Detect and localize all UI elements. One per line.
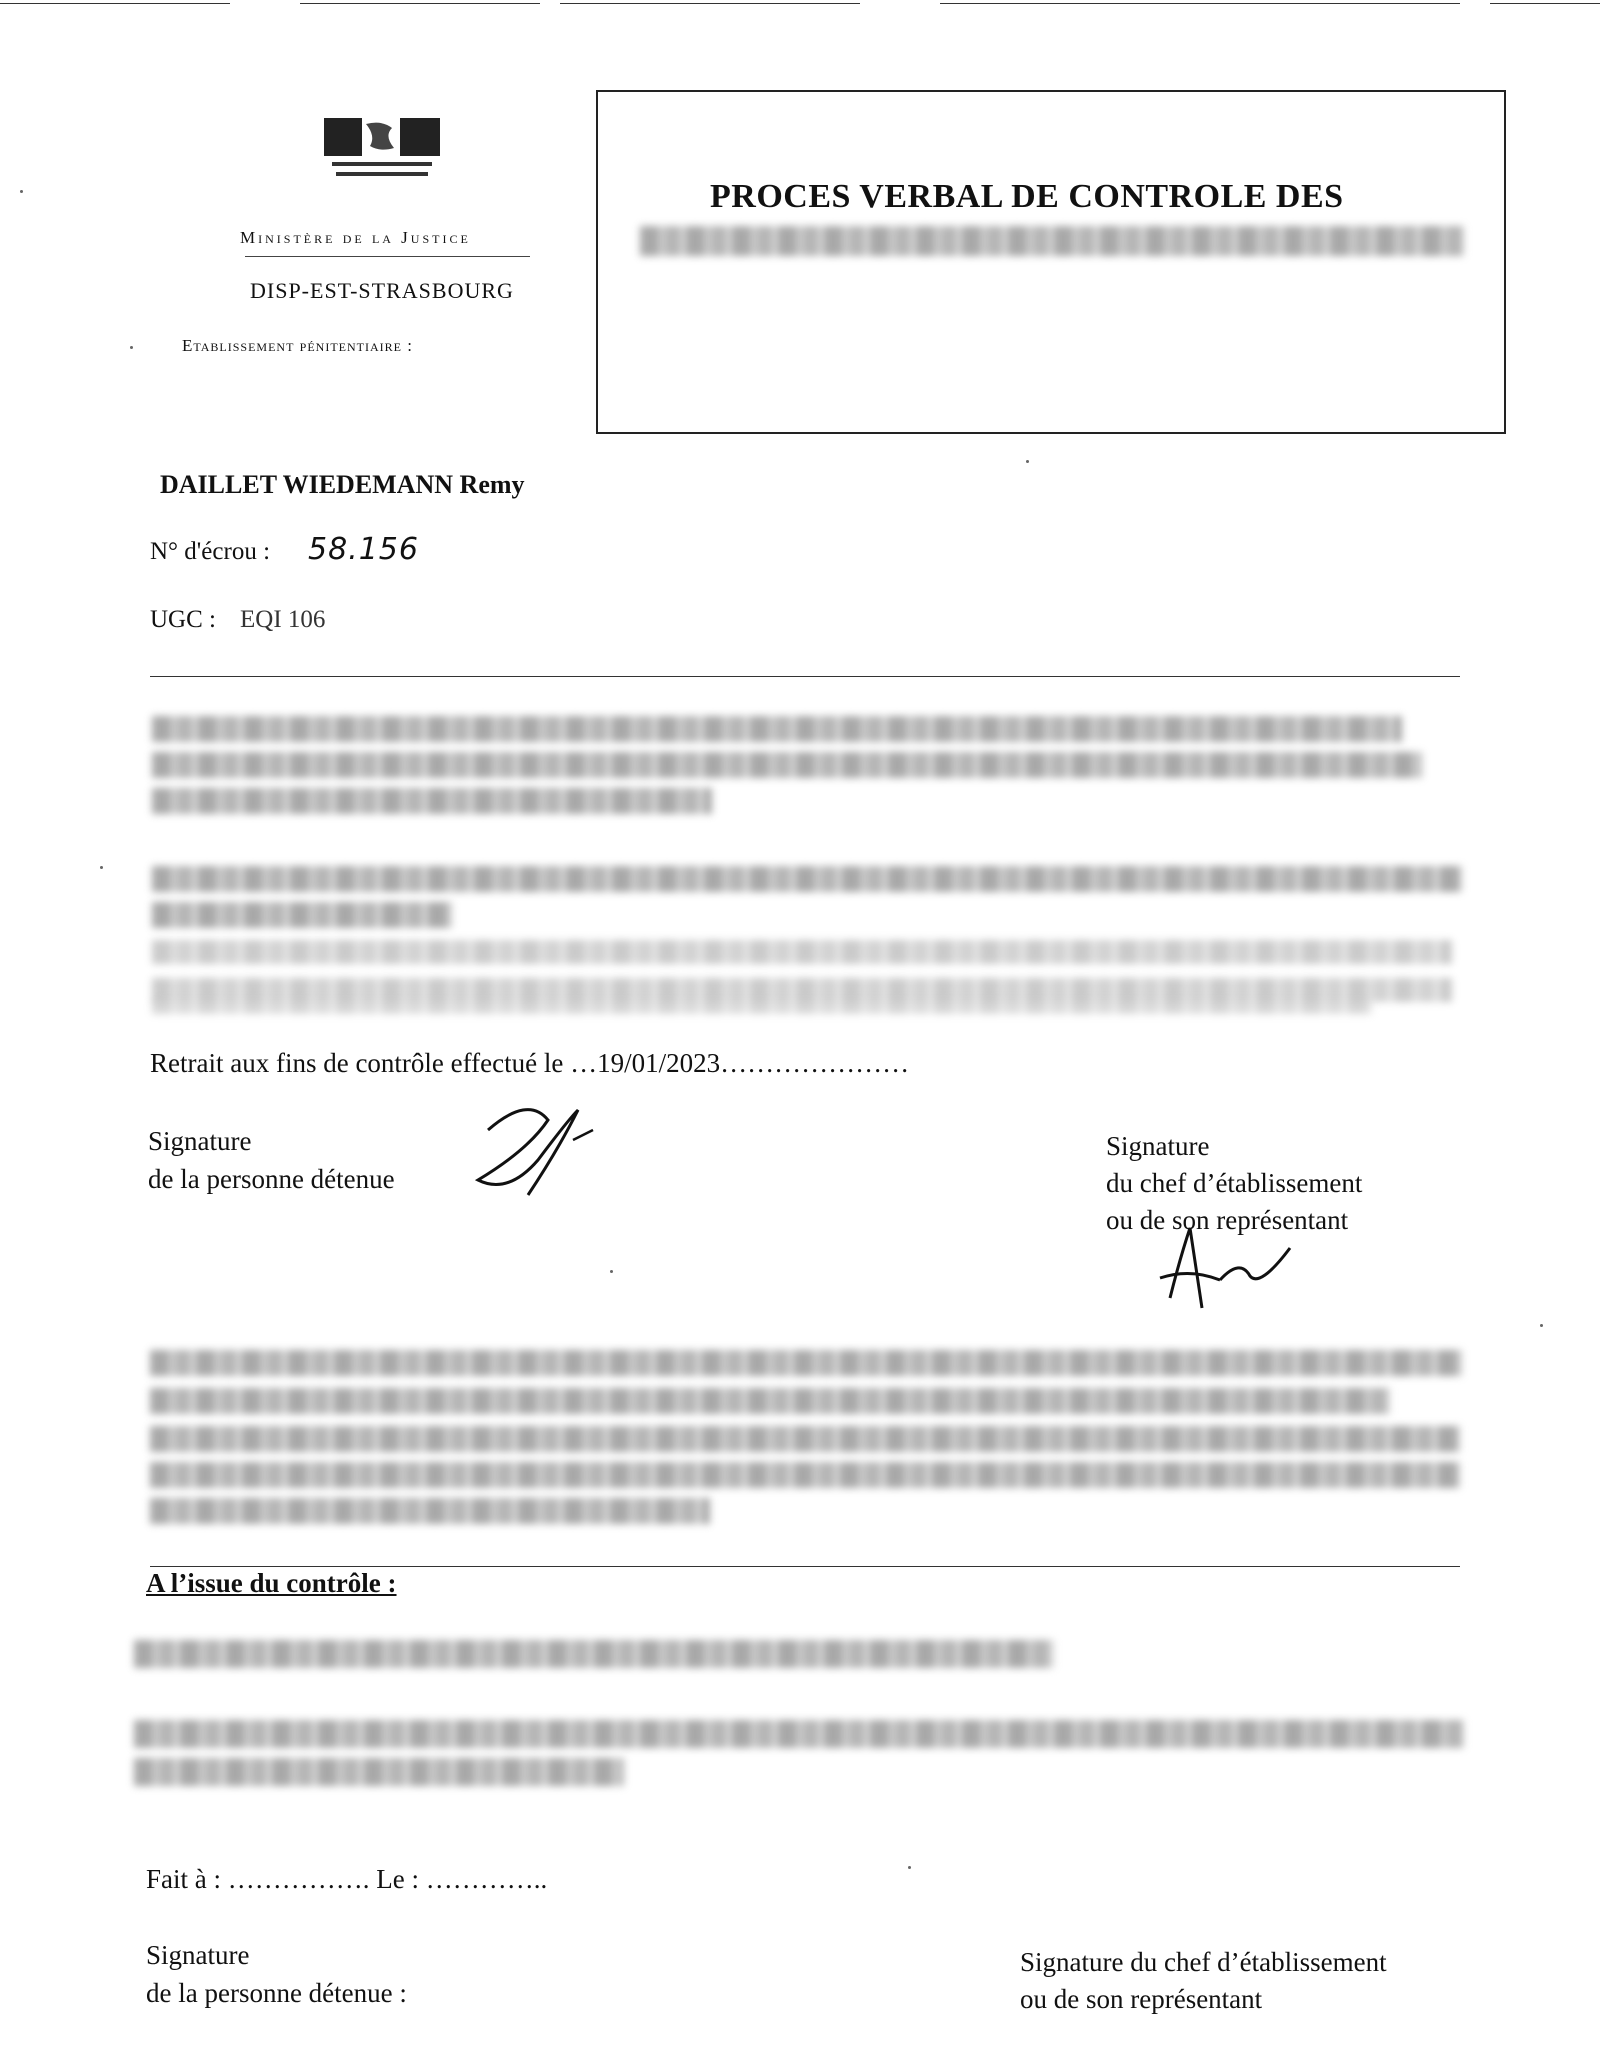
detainee-name: DAILLET WIEDEMANN Remy	[160, 470, 525, 499]
scan-speck	[20, 190, 23, 193]
signature-label-line: Signature	[1106, 1131, 1210, 1161]
signature-label-line: Signature du chef d’établissement	[1020, 1947, 1387, 1977]
chief-signature-mark	[1150, 1218, 1300, 1318]
signature-label-line: du chef d’établissement	[1106, 1168, 1363, 1198]
signature-label-line: ou de son représentant	[1020, 1984, 1263, 2014]
scan-speck	[1026, 460, 1029, 463]
scan-artifact-line	[940, 3, 1460, 4]
detainee-final-signature-label	[146, 1936, 407, 2012]
scan-artifact-line	[1490, 3, 1600, 4]
signature-label-line: Signature	[146, 1940, 250, 1970]
ugc-value: EQI 106	[240, 606, 326, 633]
republique-francaise-logo	[322, 118, 442, 188]
scan-speck	[610, 1270, 613, 1273]
redacted-text-line	[152, 788, 712, 814]
redacted-title-line	[640, 226, 1464, 256]
redacted-text-line	[150, 1462, 1460, 1488]
scan-speck	[130, 346, 133, 349]
redacted-checkbox-line	[134, 1758, 624, 1786]
redacted-text-line	[150, 1498, 710, 1524]
signature-label-line: de la personne détenue	[148, 1164, 395, 1194]
detainee-signature-mark	[468, 1100, 608, 1210]
ecrou-number: 58.156	[308, 532, 419, 567]
section-divider	[150, 676, 1460, 677]
scan-artifact-line	[300, 3, 540, 4]
place-date-line: Fait à : ……………. Le : …………..	[146, 1864, 548, 1894]
signature-label-line: Signature	[148, 1126, 252, 1156]
redacted-text-line	[150, 1388, 1390, 1414]
redacted-text-line	[152, 752, 1422, 778]
retrait-date-line: Retrait aux fins de contrôle effectué le …19/01/2023…………………	[150, 1048, 910, 1078]
document-title: PROCES VERBAL DE CONTROLE DES	[710, 178, 1344, 215]
redacted-checkbox-line	[134, 1640, 1054, 1668]
ministry-divider	[245, 256, 530, 257]
redacted-text-line	[150, 1350, 1462, 1376]
scan-speck	[1540, 1324, 1543, 1327]
redacted-text-line	[152, 940, 1452, 964]
redacted-text-line	[150, 1426, 1460, 1452]
signature-label-line: de la personne détenue :	[146, 1978, 407, 2008]
ministry-name: Ministère de la Justice	[240, 228, 471, 247]
redacted-checkbox-line	[134, 1720, 1464, 1748]
redacted-text-line	[152, 902, 452, 928]
scan-speck	[100, 866, 103, 869]
title-box	[596, 90, 1506, 434]
scan-artifact-line	[0, 3, 230, 4]
direction-name: DISP-EST-STRASBOURG	[250, 278, 514, 303]
ecrou-label: N° d'écrou :	[150, 538, 271, 565]
chief-final-signature-label	[1020, 1944, 1387, 2018]
scan-artifact-line	[560, 3, 860, 4]
signature-label-line: ou de son représentant	[1106, 1205, 1349, 1235]
issue-heading: A l’issue du contrôle :	[146, 1568, 397, 1598]
redacted-text-line	[152, 1000, 1372, 1014]
redacted-text-line	[152, 866, 1462, 892]
section-divider	[150, 1566, 1460, 1567]
redacted-text-line	[152, 716, 1402, 742]
redacted-text-line	[152, 978, 1452, 1002]
ugc-label: UGC :	[150, 606, 216, 633]
scan-speck	[908, 1866, 911, 1869]
establishment-label: Etablissement pénitentiaire :	[182, 336, 413, 355]
detainee-signature-label	[148, 1122, 395, 1198]
